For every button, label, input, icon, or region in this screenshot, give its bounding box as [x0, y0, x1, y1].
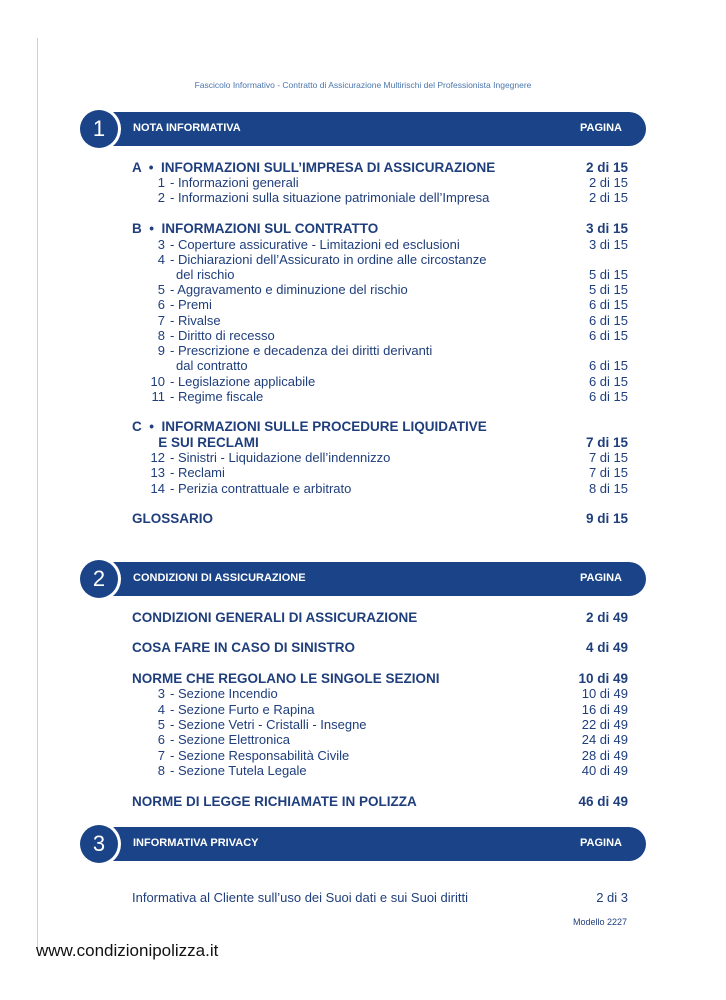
entry-page: 6 di 15 [588, 374, 628, 389]
toc-entry[interactable] [176, 358, 628, 373]
entry-title: - Aggravamento e diminuzione del rischio [170, 282, 408, 297]
toc-heading[interactable] [132, 511, 628, 526]
toc-heading[interactable] [132, 221, 628, 236]
entry-number: 3 [157, 686, 165, 701]
toc-entry[interactable] [145, 282, 628, 297]
entry-title: - Coperture assicurative - Limitazioni ed esclusioni [170, 237, 460, 252]
section-page-label: PAGINA [580, 122, 622, 134]
entry-number: 14 [150, 481, 165, 496]
toc-heading[interactable] [132, 435, 628, 450]
entry-page: 2 di 15 [585, 160, 628, 175]
toc-entry[interactable] [132, 890, 628, 905]
entry-page: 9 di 15 [585, 511, 628, 526]
toc-entry[interactable] [145, 763, 628, 778]
section-bar-3 [80, 825, 646, 863]
entry-number: 12 [150, 450, 165, 465]
entry-title: - Sinistri - Liquidazione dell’indennizzo [170, 450, 391, 465]
section-page-label: PAGINA [580, 572, 622, 584]
entry-page: 2 di 49 [585, 610, 628, 625]
entry-title: - Reclami [170, 465, 225, 480]
section-title: INFORMATIVA PRIVACY [133, 837, 259, 849]
entry-title: - Regime fiscale [170, 389, 264, 404]
entry-number: 8 [157, 763, 165, 778]
toc-entry[interactable] [145, 252, 628, 267]
toc-heading[interactable] [132, 419, 628, 434]
entry-page: 3 di 15 [585, 221, 628, 236]
section-number: 1 [80, 110, 118, 148]
section-title: NOTA INFORMATIVA [133, 122, 241, 134]
entry-page: 3 di 15 [588, 237, 628, 252]
site-url: www.condizionipolizza.it [36, 941, 219, 960]
entry-page: 16 di 49 [581, 702, 628, 717]
entry-page: 6 di 15 [588, 313, 628, 328]
entry-number: 7 [157, 313, 165, 328]
toc-heading[interactable] [132, 640, 628, 655]
entry-page: 8 di 15 [588, 481, 628, 496]
entry-title: del rischio [176, 267, 235, 282]
entry-number: 2 [157, 190, 165, 205]
toc-entry[interactable] [145, 297, 628, 312]
entry-page: 10 di 49 [578, 671, 628, 686]
entry-title: CONDIZIONI GENERALI DI ASSICURAZIONE [132, 610, 418, 625]
toc-entry[interactable] [145, 328, 628, 343]
entry-number: 5 [157, 717, 165, 732]
entry-title: - Informazioni sulla situazione patrimoniale dell’Impresa [170, 190, 490, 205]
section-page-label: PAGINA [580, 837, 622, 849]
entry-page: 2 di 3 [596, 890, 628, 905]
entry-title: - Sezione Vetri - Cristalli - Insegne [170, 717, 367, 732]
entry-number: 4 [157, 252, 165, 267]
entry-title: - Perizia contrattuale e arbitrato [170, 481, 352, 496]
entry-number: 1 [157, 175, 165, 190]
entry-page: 6 di 15 [588, 297, 628, 312]
entry-page: 5 di 15 [588, 282, 628, 297]
entry-page: 10 di 49 [581, 686, 628, 701]
entry-page: 6 di 15 [588, 358, 628, 373]
entry-number: 4 [157, 702, 165, 717]
entry-title: - Sezione Elettronica [170, 732, 290, 747]
toc-entry[interactable] [145, 748, 628, 763]
toc-entry[interactable] [176, 267, 628, 282]
toc-entry[interactable] [145, 389, 628, 404]
entry-title: E SUI RECLAMI [132, 435, 259, 450]
toc-heading[interactable] [132, 610, 628, 625]
toc-entry[interactable] [145, 732, 628, 747]
entry-page: 40 di 49 [581, 763, 628, 778]
entry-title: - Sezione Incendio [170, 686, 278, 701]
toc-entry[interactable] [145, 686, 628, 701]
section-bar-1 [80, 110, 646, 148]
entry-page: 2 di 15 [588, 190, 628, 205]
toc-heading[interactable] [132, 671, 628, 686]
toc-entry[interactable] [145, 343, 628, 358]
entry-title: Informativa al Cliente sull’uso dei Suoi dati e sui Suoi diritti [132, 890, 469, 905]
toc-entry[interactable] [145, 175, 628, 190]
entry-title: dal contratto [176, 358, 248, 373]
entry-title: - Sezione Responsabilità Civile [170, 748, 350, 763]
section-bar-2 [80, 560, 646, 598]
entry-page: 6 di 15 [588, 389, 628, 404]
toc-entry[interactable] [145, 237, 628, 252]
section-number: 3 [80, 825, 118, 863]
entry-number: 6 [157, 297, 165, 312]
entry-number: 3 [157, 237, 165, 252]
entry-page: 4 di 49 [585, 640, 628, 655]
entry-number: 9 [157, 343, 165, 358]
entry-title: - Informazioni generali [170, 175, 299, 190]
entry-title: COSA FARE IN CASO DI SINISTRO [132, 640, 356, 655]
entry-title: - Premi [170, 297, 212, 312]
entry-number: 5 [157, 282, 165, 297]
entry-page: 2 di 15 [588, 175, 628, 190]
entry-page: 6 di 15 [588, 328, 628, 343]
toc-entry[interactable] [145, 481, 628, 496]
entry-title: - Sezione Furto e Rapina [170, 702, 315, 717]
entry-title: GLOSSARIO [132, 511, 214, 526]
entry-title: NORME CHE REGOLANO LE SINGOLE SEZIONI [132, 671, 440, 686]
model-number: Modello 2227 [572, 917, 627, 927]
entry-title: - Diritto di recesso [170, 328, 275, 343]
page-margin-line [37, 38, 38, 948]
toc-entry[interactable] [145, 313, 628, 328]
toc-entry[interactable] [145, 190, 628, 205]
section-number: 2 [80, 560, 118, 598]
entry-page: 7 di 15 [588, 450, 628, 465]
entry-number: 13 [150, 465, 165, 480]
entry-title: - Rivalse [170, 313, 221, 328]
entry-title: - Legislazione applicabile [170, 374, 316, 389]
entry-page: 46 di 49 [578, 794, 628, 809]
entry-page: 28 di 49 [581, 748, 628, 763]
toc-heading[interactable] [132, 160, 628, 175]
entry-page: 7 di 15 [588, 465, 628, 480]
toc-entry[interactable] [145, 717, 628, 732]
entry-number: 7 [157, 748, 165, 763]
entry-title: - Sezione Tutela Legale [170, 763, 307, 778]
entry-title: NORME DI LEGGE RICHIAMATE IN POLIZZA [132, 794, 417, 809]
entry-number: 11 [151, 389, 165, 404]
toc-entry[interactable] [145, 702, 628, 717]
entry-title: A • INFORMAZIONI SULL’IMPRESA DI ASSICURAZIONE [132, 160, 496, 175]
document-header: Fascicolo Informativo - Contratto di Assicurazione Multirischi del Professionista Ingegnere [194, 80, 532, 90]
toc-entry[interactable] [145, 374, 628, 389]
entry-page: 24 di 49 [581, 732, 628, 747]
toc-entry[interactable] [145, 450, 628, 465]
toc-heading[interactable] [132, 794, 628, 809]
entry-title: - Dichiarazioni dell’Assicurato in ordine alle circostanze [170, 252, 487, 267]
section-title: CONDIZIONI DI ASSICURAZIONE [133, 572, 306, 584]
entry-page: 5 di 15 [588, 267, 628, 282]
entry-title: C • INFORMAZIONI SULLE PROCEDURE LIQUIDATIVE [132, 419, 487, 434]
entry-page: 7 di 15 [585, 435, 628, 450]
toc-entry[interactable] [145, 465, 628, 480]
entry-number: 10 [150, 374, 165, 389]
entry-title: B • INFORMAZIONI SUL CONTRATTO [132, 221, 379, 236]
entry-title: - Prescrizione e decadenza dei diritti derivanti [170, 343, 433, 358]
entry-number: 6 [157, 732, 165, 747]
entry-number: 8 [157, 328, 165, 343]
entry-page: 22 di 49 [581, 717, 628, 732]
